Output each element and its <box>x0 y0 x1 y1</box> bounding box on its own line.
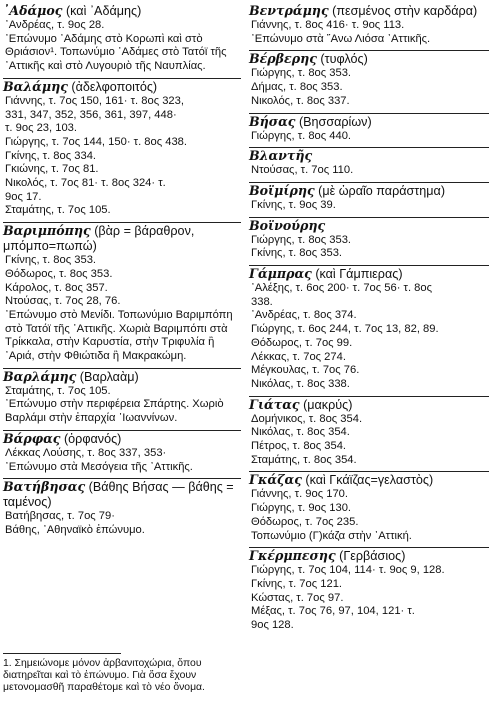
entry-heading <box>249 472 489 488</box>
dictionary-entry <box>249 266 489 392</box>
headword-gloss: (ἀδελφοποιτός) <box>71 79 158 94</box>
entry-heading <box>249 51 489 67</box>
citation-line: Ντούσας, τ. 7ος 28, 76. <box>5 295 121 308</box>
citation-line: Νικολός, τ. 7ος 81· τ. 8ος 324· τ. <box>5 177 166 190</box>
headword: Βέρβερης <box>249 51 317 67</box>
headword: Βλαντῆς <box>249 148 313 164</box>
headword-gloss: (καὶ Γκάϊζας=γελαστὸς) <box>305 473 434 488</box>
dictionary-entry <box>3 223 241 364</box>
footnote-rule <box>3 653 121 654</box>
citation-line: Γιώργης, τ. 8ος 440. <box>251 129 352 142</box>
citation-line: Θόδωρος, τ. 7ος 235. <box>251 515 359 528</box>
entry-heading <box>249 266 489 282</box>
entry-heading <box>3 79 241 95</box>
citation-line: Νικόλας, τ. 8ος 338. <box>251 377 350 390</box>
headword: Γιάτας <box>249 396 300 412</box>
headword-gloss: (Βαρλαὰμ) <box>79 369 139 384</box>
citation-line: Σταμάτης, τ. 7ος 105. <box>5 204 111 217</box>
citation-line: ᾿Αλέξης, τ. 6ος 200· τ. 7ος 56· τ. 8ος <box>251 282 433 295</box>
citation-line: ᾿Ανδρέας, τ. 8ος 374. <box>251 309 357 322</box>
citation-line: τ. 9ος 23, 103. <box>5 122 78 135</box>
citation-line: Γκίνης, τ. 9ος 39. <box>251 198 336 211</box>
citation-line: Θόδωρος, τ. 7ος 99. <box>251 336 353 349</box>
entry-note: Βάθης, ᾿Αθηναϊκὸ ἐπώνυμο. <box>5 523 145 536</box>
headword-gloss: (Γερβάσιος) <box>339 549 406 564</box>
entry-heading <box>3 369 241 385</box>
citation-line: Λέκκας Λούσης, τ. 8ος 337, 353· <box>5 446 167 459</box>
citation-line: Μέξας, τ. 7ος 76, 97, 104, 121· τ. <box>251 605 415 618</box>
headword-gloss: (βὰρ = βάραθρον, μπόμπο=πωπώ) <box>3 224 195 254</box>
dictionary-entry <box>3 3 241 74</box>
citation-line: Κώστας, τ. 7ος 97. <box>251 591 344 604</box>
headword-gloss: (ὀρφανός) <box>63 431 122 446</box>
citation-line: Γιώργης, τ. 8ος 353. <box>251 67 352 80</box>
citation-line: Γιώργης, τ. 6ος 244, τ. 7ος 13, 82, 89. <box>251 323 439 336</box>
citation-line: Γιάννης, τ. 7ος 150, 161· τ. 8ος 323, <box>5 94 184 107</box>
dictionary-entry <box>3 479 241 537</box>
headword-gloss: (μακρύς) <box>303 397 353 412</box>
dictionary-entry <box>249 472 489 543</box>
dictionary-entry <box>249 548 489 633</box>
entry-heading <box>249 114 489 130</box>
citation-line: Δομήνικος, τ. 8ος 354. <box>251 412 363 425</box>
entry-note: ᾿Επώνυμο στὰ Μεσόγεια τῆς ᾿Αττικῆς. <box>5 460 193 473</box>
entry-heading <box>249 397 489 413</box>
entry-heading <box>249 218 489 234</box>
citation-line: ᾿Ανδρέας, τ. 9ος 28. <box>5 19 105 31</box>
footnote: 1. Σημειώνομε μόνον ἀρβανιτοχώρια, ὅπου διατηρεῖται καὶ τὸ ἐπώνυμο. Γιὰ ὅσα ἔχουν μετονομασθῆ παραθέτομε καὶ τὸ νέο ὄνομα. <box>3 658 205 694</box>
headword: Βοϊμίρης <box>249 182 315 198</box>
headword: Βαριμπόπης <box>3 223 91 239</box>
headword: Βοϊνούρης <box>249 217 326 233</box>
dictionary-entry <box>3 369 241 426</box>
citation-line: 331, 347, 352, 356, 361, 397, 448· <box>5 108 177 121</box>
headword-gloss: (Βησσαρίων) <box>298 114 372 129</box>
headword: Γκέρμπεσης <box>249 548 336 564</box>
dictionary-entry <box>3 431 241 474</box>
dictionary-entry <box>249 183 489 213</box>
entry-note: ᾿Επώνυμο ᾿Αδάμης στὸ Κορωπὶ καὶ στὸ Θριάσιον¹. Τοπωνύμιο ᾿Αδάμες στὸ Τατόϊ τῆς ᾿Αττικῆς καὶ στὸ Λυγουριὸ τῆς Ναυπλίας. <box>5 32 227 73</box>
citation-line: Σταμάτης, τ. 7ος 105. <box>5 384 111 397</box>
dictionary-entry <box>249 397 489 468</box>
entry-heading <box>249 548 489 564</box>
headword-gloss: (τυφλός) <box>320 52 368 67</box>
citation-line: 9ος 17. <box>5 190 42 203</box>
entry-heading <box>3 223 241 254</box>
citation-line: Νικόλας, τ. 8ος 354. <box>251 426 350 439</box>
headword-gloss: (Βάθης Βήσας — βάθης = ταμένος) <box>3 480 234 510</box>
headword: Γκάζας <box>249 472 302 488</box>
dictionary-entry <box>3 79 241 218</box>
citation-line: Γκίνης, τ. 8ος 353. <box>5 254 97 267</box>
dictionary-entry <box>249 3 489 46</box>
headword: Βήσας <box>249 113 296 129</box>
citation-line: Λέκκας, τ. 7ος 274. <box>251 350 346 363</box>
citation-line: Μέγκουλας, τ. 7ος 76. <box>251 364 360 377</box>
headword: Βατήβησας <box>3 479 86 495</box>
headword-gloss: (μὲ ὡραῖο παράστημα) <box>318 183 446 198</box>
headword: Βαλάμης <box>3 78 68 94</box>
headword-gloss: (καὶ ᾿Αδάμης) <box>65 4 142 18</box>
citation-line: Γιάννης, τ. 8ος 416· τ. 9ος 113. <box>251 19 405 31</box>
headword: Βεντράμης <box>249 3 329 18</box>
entry-heading <box>249 183 489 199</box>
citation-line: Πέτρος, τ. 8ος 354. <box>251 440 347 453</box>
citation-line: Γκιώνης, τ. 7ος 81. <box>5 163 99 176</box>
citation-line: Θόδωρος, τ. 8ος 353. <box>5 267 113 280</box>
citation-line: Γιώργης, τ. 9ος 130. <box>251 502 352 515</box>
citation-line: 338. <box>251 295 273 308</box>
citation-line: Γιώργης, τ. 7ος 104, 114· τ. 9ος 9, 128. <box>251 564 445 577</box>
citation-line: Ντούσας, τ. 7ος 110. <box>251 164 354 177</box>
headword: ᾿Αδάμος <box>3 3 63 18</box>
headword-gloss: (καὶ Γάμπιερας) <box>315 267 403 282</box>
entry-heading <box>249 148 489 164</box>
entry-heading <box>249 3 489 19</box>
dictionary-entry <box>249 148 489 178</box>
entry-heading <box>3 479 241 510</box>
entry-note: ᾿Επώνυμο στὰ ῎Ανω Λιόσα ᾿Αττικῆς. <box>251 32 431 45</box>
citation-line: Βατήβησας, τ. 7ος 79· <box>5 510 115 523</box>
right-column <box>249 3 489 637</box>
headword: Βαρλάμης <box>3 368 77 384</box>
citation-line: 9ος 128. <box>251 619 294 632</box>
entry-heading <box>3 3 241 19</box>
headword-gloss: (πεσμένος στὴν καρδάρα) <box>332 4 478 18</box>
citation-line: Γιάννης, τ. 9ος 170. <box>251 488 349 501</box>
dictionary-entry <box>249 51 489 108</box>
dictionary-entry <box>249 114 489 144</box>
citation-line: Δήμας, τ. 8ος 353. <box>251 81 343 94</box>
citation-line: Σταμάτης, τ. 8ος 354. <box>251 453 357 466</box>
entry-heading <box>3 431 241 447</box>
citation-line: Γιώργης, τ. 7ος 144, 150· τ. 8ος 438. <box>5 135 188 148</box>
left-column <box>3 3 241 542</box>
citation-line: Γιώργης, τ. 8ος 353. <box>251 233 352 246</box>
citation-line: Γκίνης, τ. 7ος 121. <box>251 577 343 590</box>
entry-note: Τοπωνύμιο (Γ)κάζα στὴν ᾿Αττική. <box>251 529 412 542</box>
citation-line: Γκίνης, τ. 8ος 334. <box>5 149 97 162</box>
headword: Βάρφας <box>3 430 61 446</box>
headword: Γάμπρας <box>249 266 312 282</box>
entry-note: ᾿Επώνυμο στὸ Μενίδι. Τοπωνύμιο Βαριμπόπη στὸ Τατόϊ τῆς ᾿Αττικῆς. Χωριὰ Βαριμπόπι στὰ Τρίκκαλα, στὴν Καρυστία, στὴν Τριφυλία ἢ ᾿Αριά, στὴν Φθιώτιδα ἢ Μακρακώμη. <box>5 308 233 363</box>
entry-note: ᾿Επώνυμο στὴν περιφέρεια Σπάρτης. Χωριὸ Βαρλάμι στὴν ἐπαρχία ᾿Ιωαννίνων. <box>5 398 224 425</box>
dictionary-entry <box>249 218 489 261</box>
citation-line: Γκίνης, τ. 8ος 353. <box>251 247 343 260</box>
citation-line: Κάρολος, τ. 8ος 357. <box>5 281 108 294</box>
citation-line: Νικολός, τ. 8ος 337. <box>251 94 350 107</box>
